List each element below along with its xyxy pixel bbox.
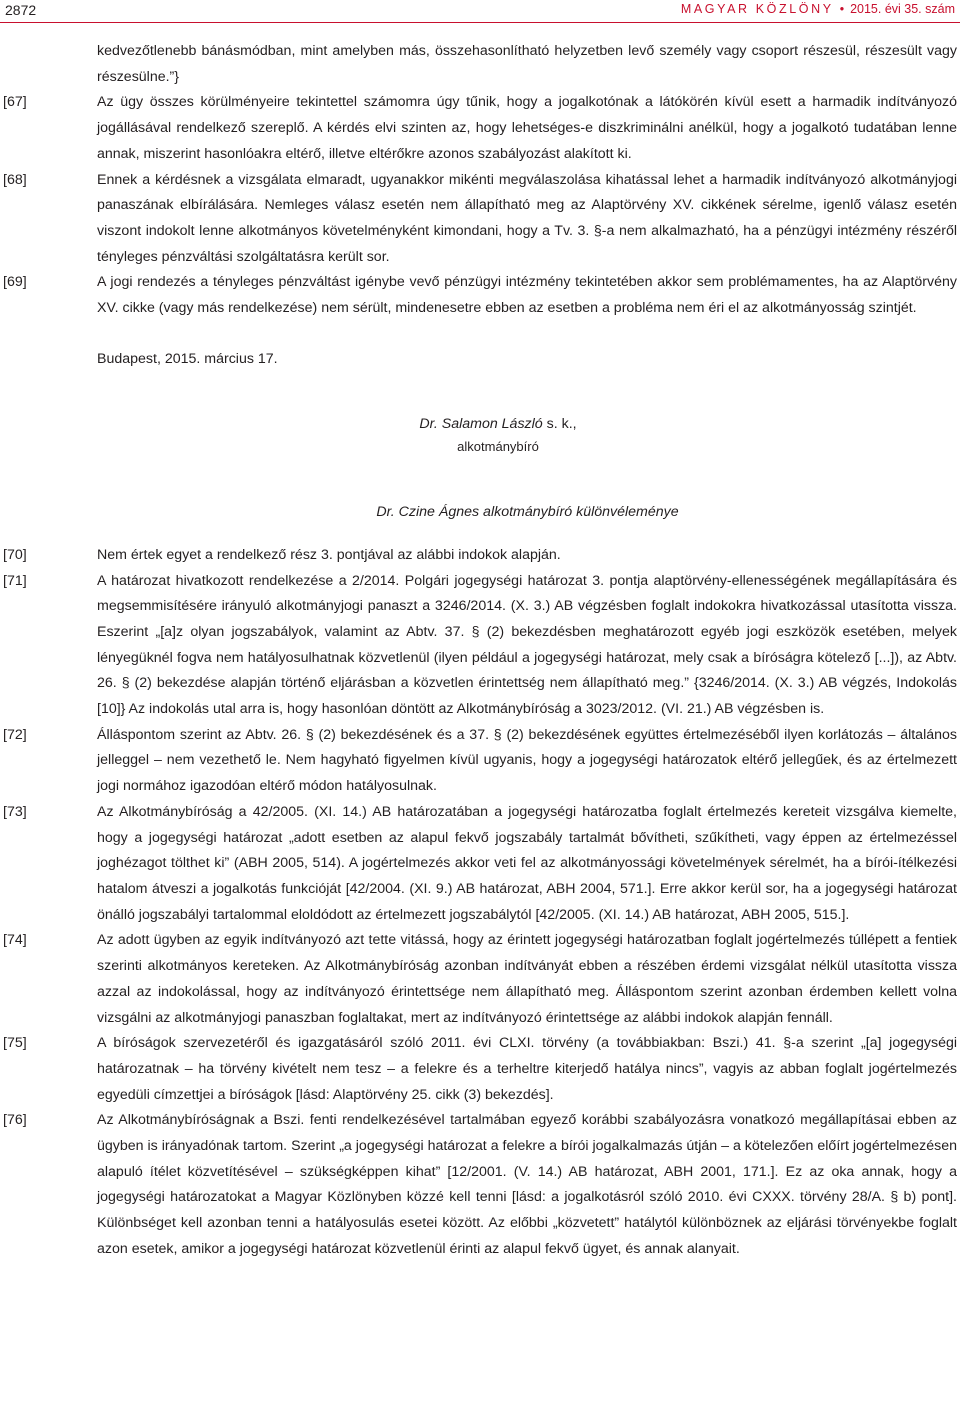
dissent-title: Dr. Czine Ágnes alkotmánybíró különvéleménye — [376, 504, 679, 521]
paragraph-number: [71] — [3, 572, 27, 589]
running-head — [681, 2, 955, 16]
paragraph-74 — [0, 928, 960, 1031]
paragraph-text: kedvezőtlenebb bánásmódban, mint amelyben más, összehasonlítható helyzetben levő személy vagy csoport részesül, részesült vagy részesülne.”} — [97, 43, 957, 85]
paragraph-text: Az ügy összes körülményeire tekintettel számomra úgy tűnik, hogy a jogalkotónak a látókörén kívül esett a harmadik indítványozó jogállásával rendelkező szereplő. A kérdés elvi szinten az, hogy lehetséges-e diszkriminálni anélkül, hogy a jogalkotó tudatában lenne annak, miszerint hasonlóakra eltérő, illetve eltérőkre azonos szabályozást alakított ki. — [97, 94, 957, 162]
paragraph-text: Álláspontom szerint az Abtv. 26. § (2) bekezdésének és a 37. § (2) bekezdésének együttes értelmezéséből ilyen korlátozás – általános jelleggel – nem vezethető le. Nem hagyható figyelmen kívül ugyanis, hogy a jogegységi határozatok eltérő jellegűek, és az értelmezett jogi normához igazodóan eltérő módon hatályosulnak. — [97, 726, 957, 795]
signatory-name: Dr. Salamon László — [419, 416, 543, 433]
paragraph-text: Ennek a kérdésnek a vizsgálata elmaradt, ugyanakkor mikénti megválaszolása kihatással lehet a harmadik indítványozó alkotmányjogi panaszának elbírálására. Nemleges válasz esetén nem állapítható meg az Alaptörvény XV. cikkének sérelme, igenlő válasz esetén viszont indokolt lenne alkotmányos követelményként kimondani, hogy a Tv. 3. §-a nem alkalmazható, ha a pénzügyi intézmény részéről tényleges pénzváltási szolgáltatásra került sor. — [97, 171, 957, 265]
paragraph-number: [70] — [3, 546, 27, 563]
paragraph-72 — [0, 723, 960, 800]
paragraph-number: [75] — [3, 1035, 27, 1052]
paragraph-number: [69] — [3, 274, 27, 291]
paragraph-69 — [0, 270, 960, 321]
header-separator: • — [839, 2, 845, 16]
signature-suffix: s. k., — [542, 416, 577, 433]
continued-paragraph — [0, 39, 960, 90]
paragraph-text: A bíróságok szervezetéről és igazgatásáról szóló 2011. évi CLXI. törvény (a továbbiakban: Bszi.) 41. §-a szerint „[a] jogegységi határozatnak – ha törvény kivételt nem tesz – a felekre és a terheltre kiterjedő hatálya nincs”, vagyis az abban foglalt jogértelmezés egyedüli címzettjei a bíróságok [lásd: Alaptörvény 25. cikk (3) bekezdés]. — [97, 1035, 957, 1103]
spacer — [0, 526, 960, 543]
page-number: 2872 — [5, 2, 37, 18]
header-rule — [0, 22, 960, 23]
paragraph-number: [74] — [3, 932, 27, 949]
paragraph-text: Az Alkotmánybíróság a 42/2005. (XI. 14.) AB határozatában a jogegységi határozatba foglalt értelmezés kereteit vizsgálva kiemelte, hogy a jogegységi határozat „adott esetben az alapul fekvő jogszabály tartalmát bővítheti, szűkítheti, vagy éppen az értelmezéssel joghézagot tölthet ki” (ABH 2005, 514). A jogértelmezés akkor veti fel az alkotmányossági követelmények sérelmét, ha a bírói-ítélkezési hatalom átveszi a jogalkotás funkcióját [42/2004. (XI. 9.) AB határozat, ABH 2004, 571.]. Erre akkor kerül sor, ha a jogegységi határozat önálló jogszabályi tartalommal eloldódott az értelmezett jogszabálytól [42/2005. (XI. 14.) AB határozat, ABH 2005, 515.]. — [97, 803, 957, 923]
paragraph-76 — [0, 1108, 960, 1262]
paragraph-70 — [0, 543, 960, 569]
paragraph-68 — [0, 168, 960, 271]
paragraph-text: A határozat hivatkozott rendelkezése a 2/2014. Polgári jogegységi határozat 3. pontja alaptörvény-ellenességének megállapítására és megsemmisítésére irányuló alkotmányjogi panaszt a 3246/2014. (X. 3.) AB végzésben foglalt indokokra hivatkozással utasította vissza. Eszerint „[a]z olyan jogszabályok, valamint az Abtv. 37. § (2) bekezdésben meghatározott egyéb jogi eszközök esetében, melyek lényegüknél fogva nem hatályosulhatnak közvetlenül (ilyen például a jogegységi határozat, mely csak a bíróságra kötelező [...]), az Abtv. 26. § (2) bekezdése alapján történő eljárásban a közvetlen érintettség nem állapítható meg.” {3246/2014. (X. 3.) AB végzés, Indokolás [10]} Az indokolás utal arra is, hogy hasonlóan döntött az Alkotmánybíróság a 3023/2012. (VI. 21.) AB végzésben is. — [97, 572, 957, 718]
paragraph-text: Az Alkotmánybíróságnak a Bszi. fenti rendelkezésével tartalmában egyező korábbi szabályozásra vonatkozó megállapításai ebben az ügyben is irányadónak tartom. Szerint „a jogegységi határozat a felekre a bírói jogalkalmazás útján – a kötelezően előírt jogértelmezésen alapuló ítélet közvetítésével – szükségképpen kihat” [12/2001. (V. 14.) AB határozat, ABH 2001, 171.]. Ez az oka annak, hogy a jogegységi határozatokat a Magyar Közlönyben közzé kell tenni [lásd: a jogalkotásról szóló 2010. évi CXXX. törvény 28/A. § b) pont]. Különbséget kell azonban tenni a hatályosulás esetei között. Az előbbi „közvetett” hatálytól különböznek az eljárási törvényekbe foglalt azon esetek, amikor a jogegységi határozat közvetlenül érinti az alapul fekvő ügyet, és annak alanyait. — [97, 1112, 957, 1257]
paragraph-71 — [0, 569, 960, 723]
issue-label: 2015. évi 35. szám — [850, 2, 955, 16]
signature-name — [0, 412, 960, 438]
signature-role: alkotmánybíró — [457, 439, 539, 455]
dateline: Budapest, 2015. március 17. — [97, 350, 278, 367]
paragraph-number: [68] — [3, 171, 27, 188]
paragraph-number: [67] — [3, 94, 27, 111]
paragraph-text: Az adott ügyben az egyik indítványozó azt tette vitássá, hogy az érintett jogegységi határozatban foglalt jogértelmezés túllépett a fentiek szerinti alkotmányos kereteken. Az Alkotmánybíróság azonban indítványát ebben a részében érdemi vizsgálat nélkül utasította vissza azzal az indokolással, hogy az indítványozó érintettsége nem állapítható meg. Álláspontom szerint azonban érdemben kellett volna vizsgálni az alkotmányjogi panaszban foglaltakat, mert az indítványozó érintettsége az alábbi indokok alapján fennáll. — [97, 932, 957, 1026]
document-body — [0, 39, 960, 1263]
paragraph-text: Nem értek egyet a rendelkező rész 3. pontjával az alábbi indokok alapján. — [97, 546, 561, 563]
page-header — [0, 0, 960, 26]
paragraph-number: [72] — [3, 726, 27, 743]
paragraph-number: [73] — [3, 803, 27, 820]
paragraph-number: [76] — [3, 1112, 27, 1129]
paragraph-text: A jogi rendezés a tényleges pénzváltást igénybe vevő pénzügyi intézmény tekintetében akkor sem problémamentes, ha az Alaptörvény XV. cikke (vagy más rendelkezése) nem sérült, mindenesetre ebben az esetben a probléma nem éri el az alkotmányosság szintjét. — [97, 274, 957, 317]
paragraph-67 — [0, 90, 960, 167]
paragraph-73 — [0, 800, 960, 929]
journal-name: MAGYAR KÖZLÖNY — [680, 2, 834, 16]
paragraph-75 — [0, 1031, 960, 1108]
